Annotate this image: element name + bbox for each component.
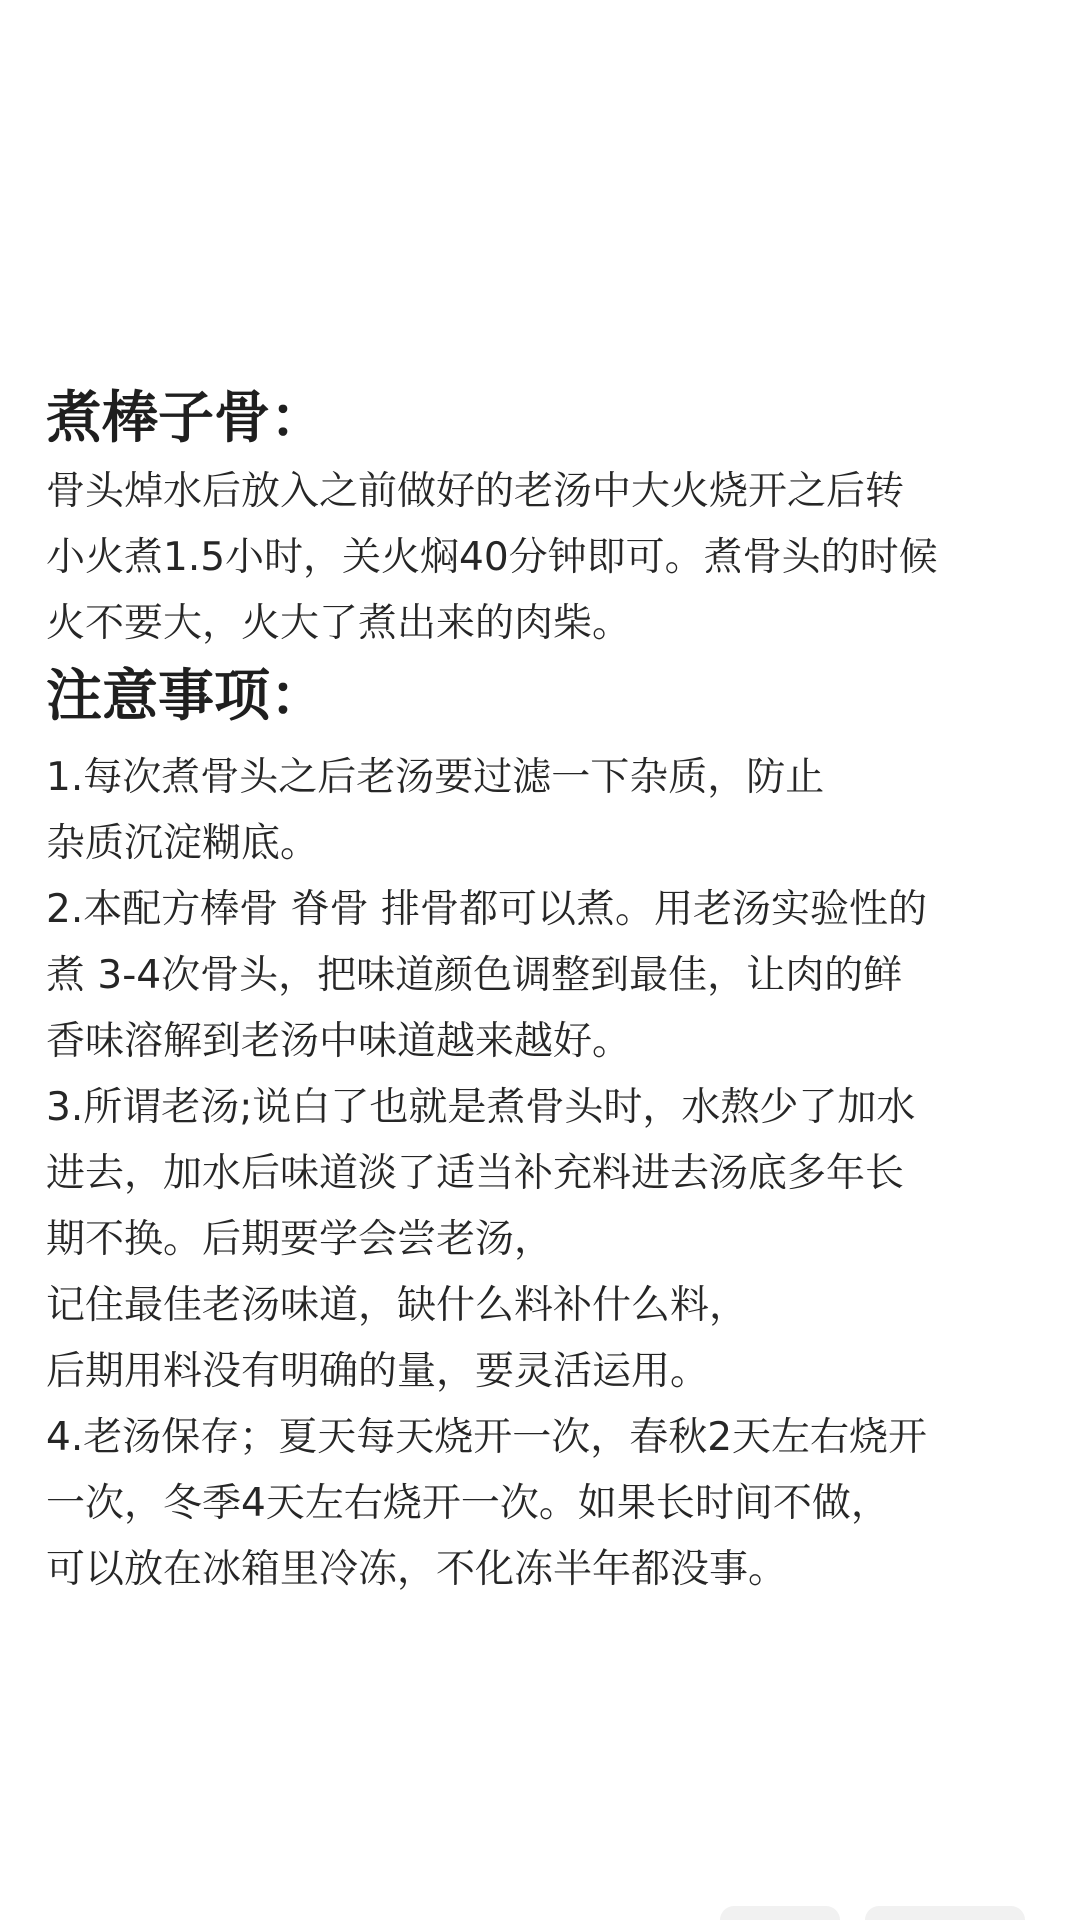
- paragraph-line: 火不要大，火大了煮出来的肉柴。: [46, 601, 632, 646]
- paragraph-line: 4.老汤保存；夏天每天烧开一次，春秋2天左右烧开: [46, 1415, 928, 1460]
- paragraph-line: 煮 3-4次骨头，把味道颜色调整到最佳，让肉的鲜: [46, 953, 903, 998]
- paragraph-line: 小火煮1.5小时，关火焖40分钟即可。煮骨头的时候: [46, 535, 938, 580]
- paragraph-line: 香味溶解到老汤中味道越来越好。: [46, 1019, 632, 1064]
- paragraph-line: 可以放在冰箱里冷冻，不化冻半年都没事。: [46, 1547, 788, 1592]
- paragraph-line: 期不换。后期要学会尝老汤，: [46, 1217, 554, 1262]
- paragraph-line: 3.所谓老汤;说白了也就是煮骨头时，水熬少了加水: [46, 1085, 916, 1130]
- section-title-boil-bones: 煮棒子骨：: [46, 386, 326, 451]
- bottom-bar-chip: [865, 1906, 1025, 1920]
- bottom-bar-chip: [720, 1906, 840, 1920]
- paragraph-line: 2.本配方棒骨 脊骨 排骨都可以煮。用老汤实验性的: [46, 887, 928, 932]
- paragraph-line: 骨头焯水后放入之前做好的老汤中大火烧开之后转: [46, 469, 905, 514]
- section-title-notes: 注意事项：: [46, 664, 326, 729]
- paragraph-line: 杂质沉淀糊底。: [46, 821, 320, 866]
- paragraph-line: 1.每次煮骨头之后老汤要过滤一下杂质，防止: [46, 755, 825, 800]
- recipe-content: [46, 385, 1046, 1603]
- paragraph-line: 记住最佳老汤味道，缺什么料补什么料，: [46, 1283, 749, 1328]
- paragraph-line: 进去，加水后味道淡了适当补充料进去汤底多年长: [46, 1151, 905, 1196]
- paragraph-line: 一次，冬季4天左右烧开一次。如果长时间不做，: [46, 1481, 890, 1526]
- paragraph-line: 后期用料没有明确的量，要灵活运用。: [46, 1349, 710, 1394]
